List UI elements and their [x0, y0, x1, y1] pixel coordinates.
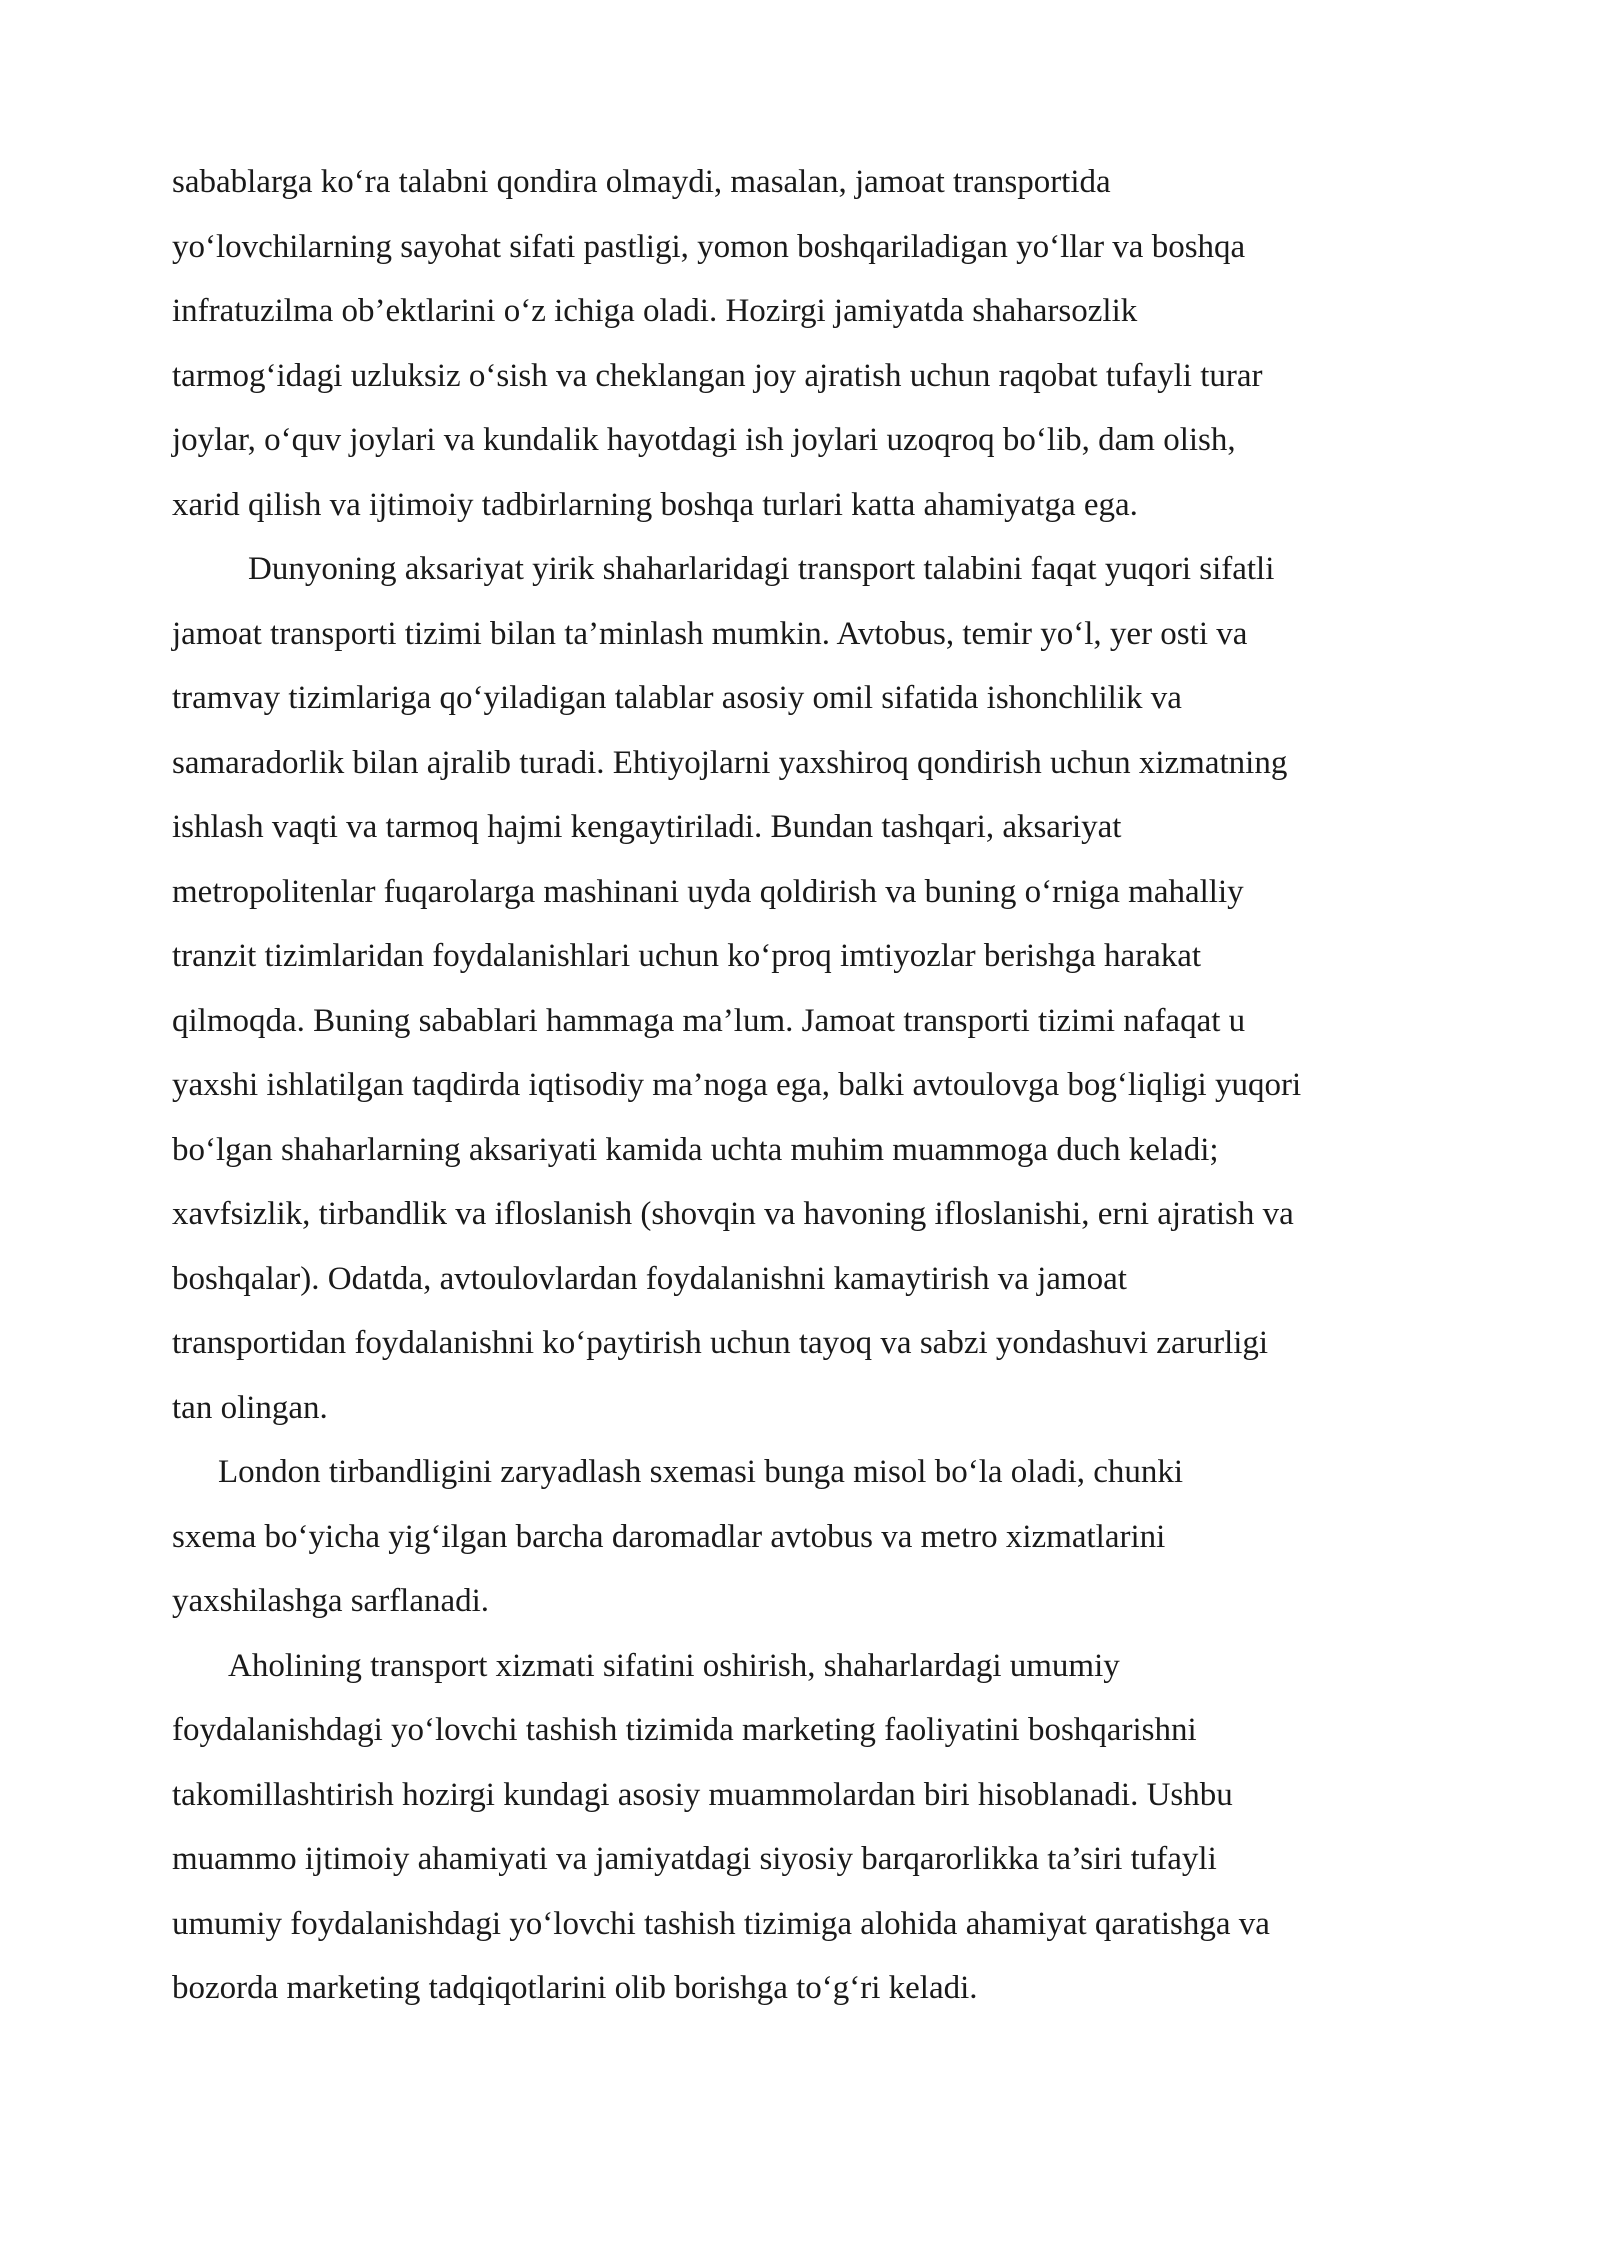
text-line: muammo ijtimoiy ahamiyati va jamiyatdagi siyosiy barqarorlikka ta’siri tufayli	[172, 1841, 1217, 1877]
text-line: yaxshilashga sarflanadi.	[172, 1583, 490, 1619]
text-line: yaxshi ishlatilgan taqdirda iqtisodiy ma’noga ega, balki avtoulovga bog‘liqligi yuqori	[172, 1067, 1302, 1103]
text-line: ishlash vaqti va tarmoq hajmi kengaytiriladi. Bundan tashqari, aksariyat	[172, 809, 1122, 845]
text-line: London tirbandligini zaryadlash sxemasi bunga misol bo‘la oladi, chunki	[218, 1454, 1184, 1490]
text-line: xavfsizlik, tirbandlik va ifloslanish (shovqin va havoning ifloslanishi, erni ajratish va	[172, 1196, 1294, 1232]
text-line: jamoat transporti tizimi bilan ta’minlash mumkin. Avtobus, temir yo‘l, yer osti va	[172, 615, 1248, 652]
text-line: boshqalar). Odatda, avtoulovlardan foydalanishni kamaytirish va jamoat	[172, 1260, 1127, 1297]
text-line: tranzit tizimlaridan foydalanishlari uchun ko‘proq imtiyozlar berishga harakat	[172, 938, 1202, 974]
text-line: yo‘lovchilarning sayohat sifati pastligi, yomon boshqariladigan yo‘llar va boshqa	[172, 228, 1246, 265]
text-line: infratuzilma ob’ektlarini o‘z ichiga oladi. Hozirgi jamiyatda shaharsozlik	[172, 293, 1138, 329]
body-text	[172, 150, 1472, 2021]
text-line: joylar, o‘quv joylari va kundalik hayotdagi ish joylari uzoqroq bo‘lib, dam olish,	[172, 422, 1236, 458]
text-line: tan olingan.	[172, 1389, 328, 1426]
text-line: Dunyoning aksariyat yirik shaharlaridagi transport talabini faqat yuqori sifatli	[248, 551, 1275, 587]
text-line: bozorda marketing tadqiqotlarini olib borishga to‘g‘ri keladi.	[172, 1970, 978, 2006]
text-line: qilmoqda. Buning sabablari hammaga ma’lum. Jamoat transporti tizimi nafaqat u	[172, 1002, 1246, 1039]
text-line: bo‘lgan shaharlarning aksariyati kamida uchta muhim muammoga duch keladi;	[172, 1131, 1219, 1168]
paragraph-4	[172, 1634, 1472, 2021]
text-line: tramvay tizimlariga qo‘yiladigan talablar asosiy omil sifatida ishonchlilik va	[172, 680, 1182, 716]
paragraph-1	[172, 150, 1472, 537]
paragraph-3	[172, 1440, 1472, 1634]
text-line: Aholining transport xizmati sifatini oshirish, shaharlardagi umumiy	[228, 1647, 1120, 1684]
text-line: metropolitenlar fuqarolarga mashinani uyda qoldirish va buning o‘rniga mahalliy	[172, 873, 1244, 910]
paragraph-2	[172, 537, 1472, 1440]
text-line: takomillashtirish hozirgi kundagi asosiy muammolardan biri hisoblanadi. Ushbu	[172, 1776, 1233, 1813]
text-line: xarid qilish va ijtimoiy tadbirlarning boshqa turlari katta ahamiyatga ega.	[172, 486, 1138, 523]
text-line: umumiy foydalanishdagi yo‘lovchi tashish tizimiga alohida ahamiyat qaratishga va	[172, 1905, 1270, 1942]
text-line: tarmog‘idagi uzluksiz o‘sish va cheklangan joy ajratish uchun raqobat tufayli turar	[172, 357, 1263, 394]
text-line: samaradorlik bilan ajralib turadi. Ehtiyojlarni yaxshiroq qondirish uchun xizmatning	[172, 744, 1288, 781]
text-line: foydalanishdagi yo‘lovchi tashish tizimida marketing faoliyatini boshqarishni	[172, 1712, 1197, 1748]
text-line: sabablarga ko‘ra talabni qondira olmaydi, masalan, jamoat transportida	[172, 164, 1111, 200]
text-line: sxema bo‘yicha yig‘ilgan barcha daromadlar avtobus va metro xizmatlarini	[172, 1518, 1166, 1555]
text-line: transportidan foydalanishni ko‘paytirish uchun tayoq va sabzi yondashuvi zarurligi	[172, 1325, 1269, 1361]
